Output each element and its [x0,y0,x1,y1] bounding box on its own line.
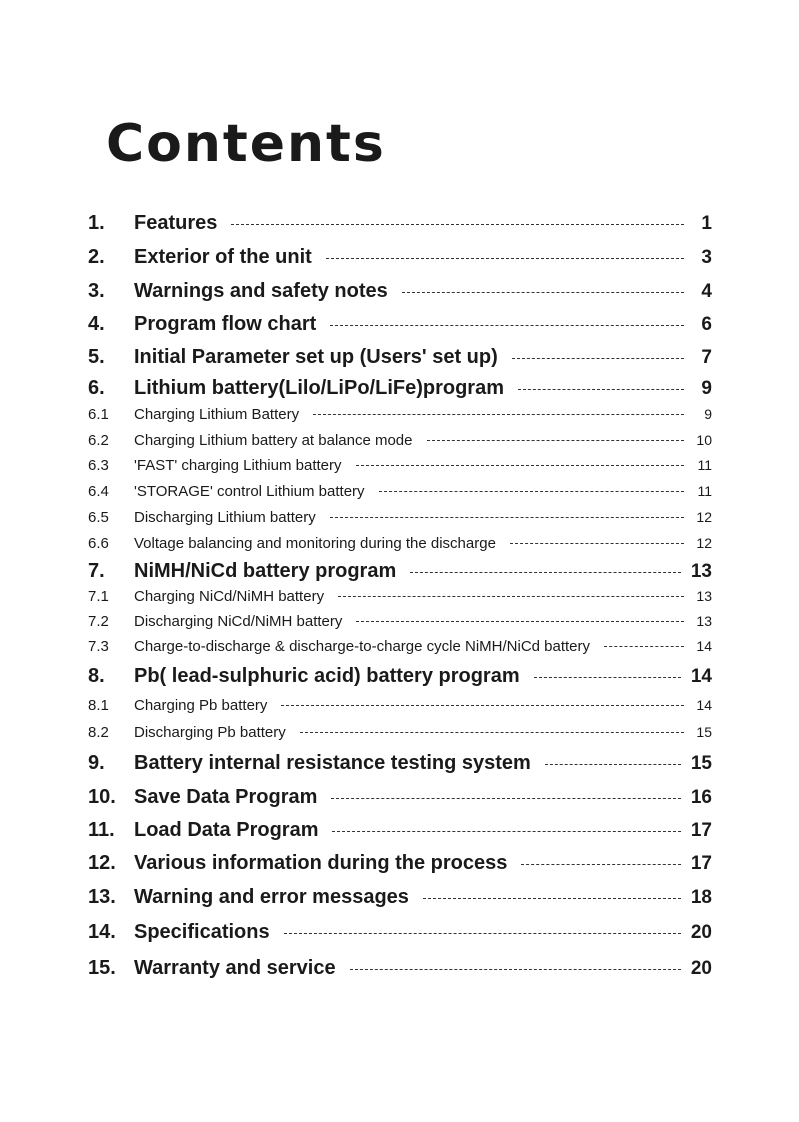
toc-entry-page: 14 [696,697,712,713]
toc-entry-page: 9 [704,406,712,422]
toc-entry-page: 9 [701,378,712,399]
toc-entry-label: Charging Lithium battery at balance mode [134,432,413,449]
toc-dot-leader [356,464,685,466]
toc-entry [88,819,712,842]
toc-entry-number: 10. [88,786,116,808]
toc-entry-page: 11 [697,483,712,499]
toc-entry-number: 7.3 [88,638,109,655]
toc-entry-number: 14. [88,921,116,943]
toc-entry-number: 12. [88,852,116,874]
toc-entry-label: Warning and error messages [134,886,409,908]
toc-dot-leader [402,291,684,293]
toc-dot-leader [338,595,684,597]
toc-dot-leader [231,223,684,225]
toc-entry-page: 13 [696,588,712,604]
toc-entry-label: Lithium battery(Lilo/LiPo/LiFe)program [134,377,504,399]
toc-entry-number: 6.6 [88,535,109,552]
toc-dot-leader [534,676,681,678]
toc-entry [88,957,712,980]
toc-entry-number: 6. [88,377,105,399]
toc-dot-leader [330,324,684,326]
toc-entry-label: Program flow chart [134,313,317,335]
toc-entry-page: 7 [701,347,712,368]
toc-entry-page: 18 [690,887,712,908]
toc-entry-label: NiMH/NiCd battery program [134,560,397,582]
toc-entry-label: Battery internal resistance testing system [134,752,531,774]
toc-dot-leader [326,257,684,259]
toc-entry [88,560,712,583]
toc-entry-label: Exterior of the unit [134,246,312,268]
toc-entry-number: 5. [88,346,105,368]
toc-entry-label: Voltage balancing and monitoring during the discharge [134,535,496,552]
toc-dot-leader [284,932,681,934]
toc-entry-page: 17 [690,820,712,841]
toc-entry-page: 13 [690,561,712,582]
toc-dot-leader [427,439,685,441]
toc-entry-page: 14 [690,666,712,687]
toc-dot-leader [604,645,684,647]
toc-entry [88,246,712,269]
toc-entry-label: Features [134,212,218,234]
toc-entry-number: 7.2 [88,613,109,630]
toc-dot-leader [518,388,684,390]
toc-dot-leader [545,763,681,765]
toc-entry-number: 6.4 [88,483,109,500]
toc-entry [88,457,712,474]
toc-entry [88,509,712,526]
toc-dot-leader [510,542,684,544]
toc-entry-page: 13 [696,613,712,629]
toc-entry-number: 1. [88,212,105,234]
toc-dot-leader [410,571,681,573]
toc-entry-label: 'FAST' charging Lithium battery [134,457,342,474]
toc-entry-label: Warranty and service [134,957,336,979]
toc-entry-page: 14 [696,638,712,654]
toc-entry-page: 6 [701,314,712,335]
toc-entry-label: Specifications [134,921,270,943]
toc-entry-number: 3. [88,280,105,302]
toc-entry-label: Charging Pb battery [134,697,268,714]
toc-entry [88,483,712,500]
toc-entry [88,406,712,423]
toc-entry-number: 8.1 [88,697,109,714]
toc-dot-leader [332,830,680,832]
toc-entry-label: 'STORAGE' control Lithium battery [134,483,365,500]
toc-entry [88,665,712,688]
toc-entry-number: 15. [88,957,116,979]
toc-dot-leader [521,863,680,865]
toc-entry-number: 4. [88,313,105,335]
toc-entry-page: 15 [696,724,712,740]
toc-entry-label: Initial Parameter set up (Users' set up) [134,346,498,368]
toc-entry-number: 6.2 [88,432,109,449]
toc-entry-label: Various information during the process [134,852,508,874]
toc-dot-leader [423,897,681,899]
toc-dot-leader [379,490,684,492]
toc-entry-page: 20 [690,958,712,979]
toc-entry-page: 10 [696,432,712,448]
toc-entry [88,346,712,369]
toc-entry-page: 12 [696,509,712,525]
toc-entry-label: Warnings and safety notes [134,280,388,302]
toc-entry [88,432,712,449]
toc-entry-label: Load Data Program [134,819,319,841]
toc-dot-leader [281,704,684,706]
toc-entry-number: 6.3 [88,457,109,474]
toc-entry-number: 8. [88,665,105,687]
toc-entry-page: 11 [697,457,712,473]
toc-entry [88,852,712,875]
toc-entry [88,638,712,655]
toc-entry [88,724,712,741]
toc-dot-leader [300,731,684,733]
toc-entry-number: 6.5 [88,509,109,526]
toc-entry-number: 13. [88,886,116,908]
toc-entry-label: Save Data Program [134,786,318,808]
toc-entry [88,535,712,552]
toc-entry [88,313,712,336]
toc-entry-page: 20 [690,922,712,943]
page-title: Contents [106,114,386,174]
toc-entry-label: Discharging Pb battery [134,724,286,741]
toc-dot-leader [512,357,684,359]
toc-entry-page: 4 [701,281,712,302]
toc-dot-leader [330,516,684,518]
toc-entry-page: 15 [690,753,712,774]
toc-entry [88,377,712,400]
toc-entry-number: 11. [88,819,115,841]
toc-entry [88,588,712,605]
toc-entry-label: Discharging NiCd/NiMH battery [134,613,343,630]
toc-entry-number: 7. [88,560,105,582]
toc-entry [88,212,712,235]
toc-entry [88,697,712,714]
toc-entry-page: 16 [690,787,712,808]
toc-entry-number: 2. [88,246,105,268]
toc-entry [88,786,712,809]
toc-dot-leader [350,968,681,970]
toc-entry-number: 9. [88,752,105,774]
toc-entry [88,886,712,909]
toc-entry-number: 6.1 [88,406,109,423]
toc-entry [88,921,712,944]
toc-entry-page: 3 [701,247,712,268]
toc-entry-page: 12 [696,535,712,551]
toc-entry-label: Charging NiCd/NiMH battery [134,588,325,605]
toc-dot-leader [356,620,684,622]
toc-entry [88,752,712,775]
toc-entry [88,280,712,303]
toc-entry [88,613,712,630]
toc-entry-number: 8.2 [88,724,109,741]
toc-entry-page: 17 [690,853,712,874]
toc-entry-label: Pb( lead-sulphuric acid) battery program [134,665,520,687]
toc-dot-leader [313,413,684,415]
toc-dot-leader [331,797,680,799]
toc-entry-page: 1 [701,213,712,234]
toc-entry-label: Charging Lithium Battery [134,406,300,423]
toc-entry-label: Discharging Lithium battery [134,509,316,526]
toc-entry-label: Charge-to-discharge & discharge-to-charge cycle NiMH/NiCd battery [134,638,591,655]
toc-entry-number: 7.1 [88,588,109,605]
